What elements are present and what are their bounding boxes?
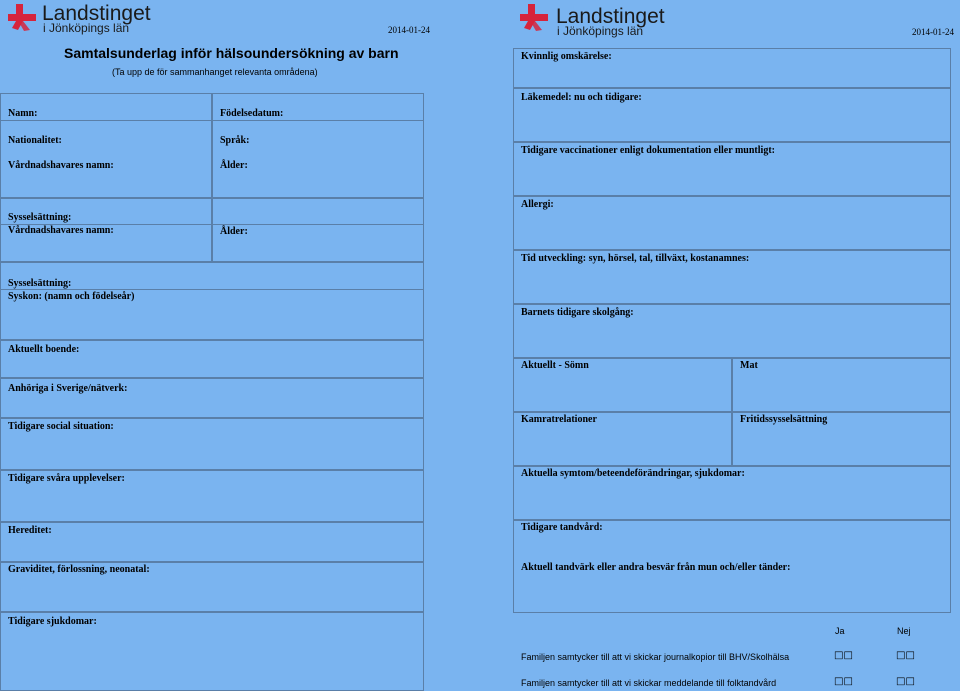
consent-journal-label: Familjen samtycker till att vi skickar journalkopior till BHV/Skolhälsa (521, 652, 790, 662)
logo-name: Landstinget (556, 5, 665, 28)
label-tandvark: Aktuell tandvärk eller andra besvär från mun och/eller tänder: (521, 562, 791, 573)
label-vaccinationer: Tidigare vaccinationer enligt dokumentation eller muntligt: (521, 145, 775, 156)
label-fodelsedatum: Födelsedatum: (220, 108, 284, 119)
logo-region: i Jönköpings län (557, 24, 644, 38)
consent-journal-ja-checkbox[interactable]: □□ (834, 650, 853, 661)
logo-icon (518, 2, 552, 32)
label-alder-2: Ålder: (220, 226, 248, 237)
form-subtitle: (Ta upp de för sammanhanget relevanta områdena) (112, 67, 318, 77)
label-sysselsattning-1: Sysselsättning: (8, 212, 72, 223)
label-mat: Mat (740, 360, 758, 371)
label-lakemedel: Läkemedel: nu och tidigare: (521, 92, 642, 103)
hereditet-box[interactable] (0, 522, 424, 562)
consent-tandvard-label: Familjen samtycker till att vi skickar meddelande till folktandvård (521, 678, 777, 688)
label-sprak: Språk: (220, 135, 250, 146)
label-omskarelse: Kvinnlig omskärelse: (521, 51, 612, 62)
label-graviditet: Graviditet, förlossning, neonatal: (8, 564, 150, 575)
label-namn: Namn: (8, 108, 38, 119)
divider (0, 120, 424, 121)
logo-region: i Jönköpings län (43, 21, 130, 35)
consent-nej-header: Nej (897, 626, 911, 636)
form-title: Samtalsunderlag inför hälsoundersökning av barn (64, 45, 399, 61)
logo-icon (6, 2, 40, 32)
logo-name: Landstinget (42, 2, 151, 25)
divider (0, 289, 424, 290)
label-nationalitet: Nationalitet: (8, 135, 62, 146)
label-symtom: Aktuella symtom/beteendeförändringar, sjukdomar: (521, 468, 745, 479)
label-vardnadshavare-2: Vårdnadshavares namn: (8, 225, 114, 236)
label-boende: Aktuellt boende: (8, 344, 80, 355)
label-utveckling: Tid utveckling: syn, hörsel, tal, tillväxt, kostanamnes: (521, 253, 750, 264)
consent-ja-header: Ja (835, 626, 845, 636)
document-date: 2014-01-24 (388, 25, 430, 35)
label-skolgang: Barnets tidigare skolgång: (521, 307, 634, 318)
label-upplevelser: Tidigare svåra upplevelser: (8, 473, 125, 484)
allergi-box[interactable] (513, 196, 951, 250)
label-tandvard: Tidigare tandvård: (521, 522, 603, 533)
label-sysselsattning-2: Sysselsättning: (8, 278, 72, 289)
label-alder-1: Ålder: (220, 160, 248, 171)
label-somn: Aktuellt - Sömn (521, 360, 589, 371)
mat-box[interactable] (732, 358, 951, 412)
label-kamrat: Kamratrelationer (521, 414, 597, 425)
consent-tandvard-ja-checkbox[interactable]: □□ (834, 676, 853, 687)
label-vardnadshavare-1: Vårdnadshavares namn: (8, 160, 114, 171)
consent-tandvard-nej-checkbox[interactable]: □□ (896, 676, 915, 687)
document-date: 2014-01-24 (912, 27, 954, 37)
label-social: Tidigare social situation: (8, 421, 114, 432)
label-allergi: Allergi: (521, 199, 554, 210)
label-syskon: Syskon: (namn och födelseår) (8, 291, 135, 302)
label-sjukdomar: Tidigare sjukdomar: (8, 616, 97, 627)
label-anhoriga: Anhöriga i Sverige/nätverk: (8, 383, 128, 394)
label-fritid: Fritidssysselsättning (740, 414, 828, 425)
consent-journal-nej-checkbox[interactable]: □□ (896, 650, 915, 661)
label-hereditet: Hereditet: (8, 525, 52, 536)
